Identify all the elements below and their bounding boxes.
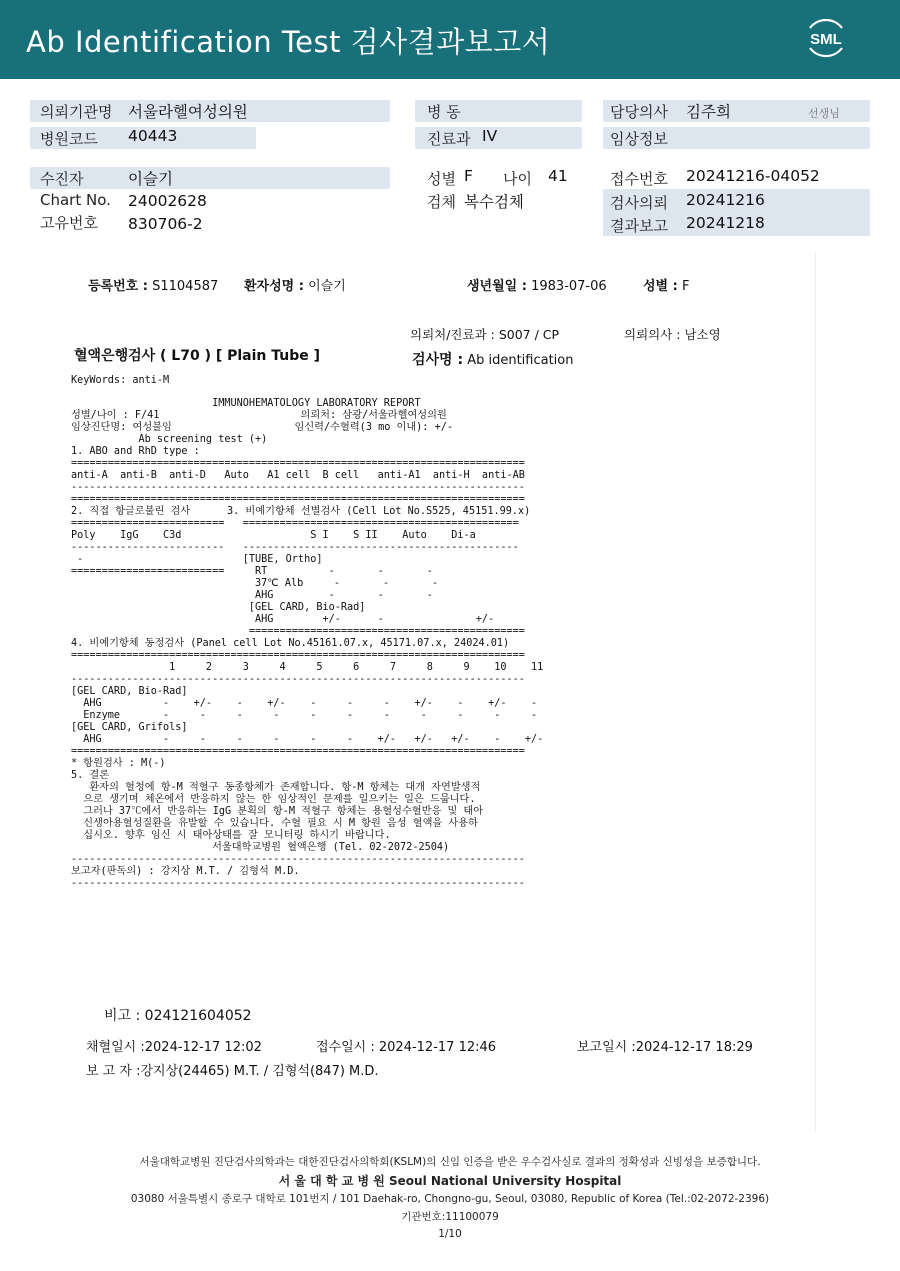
report-line: ========================================================================== [71,650,525,661]
unique-no-label: 고유번호 [40,214,98,232]
birth-value: 1983-07-06 [531,279,607,294]
dept-label: 의뢰처/진료과 : [410,327,495,342]
report-line: [GEL CARD, Bio-Rad] [71,686,188,697]
doctor-value: 김주희 [686,103,731,121]
band-patient [30,167,390,189]
reporter-label: 보 고 자 : [86,1064,141,1079]
report-line: 신생아용혈성질환을 유발할 수 있습니다. 수혈 필요 시 M 항원 음성 혈액을 사용하 [71,818,478,829]
collect-value: 2024-12-17 12:02 [144,1040,262,1055]
dept-row [410,325,559,343]
reg-no-row [88,275,218,294]
receive-value: 2024-12-17 12:46 [378,1040,497,1055]
report-sex-row [643,275,689,294]
request-date-label: 검사의뢰 [610,194,668,212]
receipt-no-label: 접수번호 [610,170,668,188]
collect-label: 채혈일시 : [86,1040,145,1055]
test-name-value: Ab identification [467,353,574,368]
receive-label: 접수일시 : [316,1040,375,1055]
patient-name-label: 환자성명 : [244,279,304,294]
report-line: - [TUBE, Ortho] [71,554,323,565]
specimen-label: 검체 [427,193,456,211]
report-line: 성별/나이 : F/41 의뢰처: 삼광/서울라헬여성의원 [71,410,447,421]
hospital-code-value: 40443 [128,127,178,145]
unique-no-value: 830706-2 [128,215,203,233]
institution-label: 의뢰기관명 [40,103,113,121]
report-date-value: 20241218 [686,214,765,232]
report-line: Ab screening test (+) [71,434,268,445]
report-line: ========================================================================== [71,746,525,757]
report-line: 으로 생기며 체온에서 반응하지 않는 한 임상적인 문제를 일으키는 일은 드뭅니다. [71,794,476,805]
institution-value: 서울라헬여성의원 [128,103,248,121]
sex-value: F [464,167,473,185]
req-doctor-row [624,325,721,343]
remark-row [104,1005,252,1025]
report-line: -------------------------------------------------------------------------- [71,854,525,865]
receipt-no-value: 20241216-04052 [686,167,820,185]
report-line: 십시오. 향후 임신 시 태아상태를 잘 모니터링 하시기 바랍니다. [71,830,391,841]
doctor-label: 담당의사 [610,103,668,121]
report-body [71,398,543,890]
report-line: ========================= RT - - - [71,566,433,577]
clinical-label: 임상정보 [610,130,668,148]
page-title: Ab Identification Test 검사결과보고서 [26,25,551,59]
remark-label: 비고 : [104,1008,141,1024]
footer-page: 1/10 [438,1228,462,1240]
report-line: Poly IgG C3d S I S II Auto Di-a [71,530,476,541]
test-name-label: 검사명 : [412,352,464,368]
report-line: 1. ABO and RhD type : [71,446,200,457]
report-line: [GEL CARD, Bio-Rad] [71,602,366,613]
report-time-value: 2024-12-17 18:29 [635,1040,753,1055]
req-doctor-value: 남소영 [684,327,721,342]
report-line: Enzyme - - - - - - - - - - - [71,710,538,721]
hospital-code-label: 병원코드 [40,130,98,148]
test-name-row [412,349,573,369]
report-line: 1 2 3 4 5 6 7 8 9 10 11 [71,662,544,673]
footer-hospital: 서 울 대 학 교 병 원 Seoul National University Hospital [278,1174,622,1188]
patient-value: 이슬기 [128,170,173,188]
report-line: 37℃ Alb - - - [71,578,439,589]
scan-edge-line [815,252,816,1132]
report-line: AHG - - - - - - +/- +/- +/- - +/- [71,734,544,745]
reporter-row [86,1060,379,1079]
reg-no-value: S1104587 [152,279,219,294]
report-line: 보고자(판독의) : 강지상 M.T. / 김형석 M.D. [71,866,300,877]
report-line: AHG - +/- - +/- - - - +/- - +/- - [71,698,538,709]
test-title: 혈액은행검사 ( L70 ) [ Plain Tube ] [74,348,321,364]
report-line: -------------------------------------------------------------------------- [71,482,525,493]
reg-no-label: 등록번호 : [88,279,148,294]
logo-text: SML [810,31,842,48]
report-line: * 항원검사 : M(-) [71,758,166,769]
patient-label: 수진자 [40,170,84,188]
footer-address: 03080 서울특별시 종로구 대학로 101번지 / 101 Daehak-ro, Chongno-gu, Seoul, 03080, Republic of Korea (Tel.:02-2072-2396) [130,1193,770,1205]
report-line: 서울대학교병원 혈액은행 (Tel. 02-2072-2504) [71,842,450,853]
report-line: 환자의 혈청에 항-M 적혈구 동종항체가 존재합니다. 항-M 항체는 대개 자연발생적 [71,782,481,793]
dept-value: S007 / CP [498,327,560,342]
sex-label: 성별 [427,170,456,188]
age-label: 나이 [503,170,532,188]
keywords: KeyWords: anti-M [71,375,170,386]
report-line: 4. 비예기항체 동정검사 (Panel cell Lot No.45161.07.x, 45171.07.x, 24024.01) [71,638,510,649]
doctor-suffix: 선생님 [808,107,840,120]
reporter-value: 강지상(24465) M.T. / 김형석(847) M.D. [140,1064,379,1079]
report-line: anti-A anti-B anti-D Auto A1 cell B cell anti-A1 anti-H anti-AB [71,470,525,481]
receive-row [316,1036,496,1055]
footer-certification: 서울대학교병원 진단검사의학과는 대한진단검사의학회(KSLM)의 신임 인증을 받은 우수검사실로 결과의 정확성과 신빙성을 보증합니다. [139,1156,761,1168]
report-line: 2. 직접 항글로불린 검사 3. 비예기항체 선별검사 (Cell Lot No.S525, 45151.99.x) [71,506,531,517]
department-label: 진료과 [427,130,471,148]
report-line: -------------------------------------------------------------------------- [71,674,525,685]
report-line: ========================================================================== [71,458,525,469]
report-line: -------------------------------------------------------------------------- [71,878,525,889]
age-value: 41 [548,167,568,185]
report-sex-label: 성별 : [643,279,678,294]
report-line: 그러나 37℃에서 반응하는 IgG 분획의 항-M 적혈구 항체는 용혈성수혈반응 및 태아 [71,806,484,817]
report-line: AHG - - - [71,590,433,601]
report-sex-value: F [681,279,690,294]
birth-label: 생년월일 : [467,279,527,294]
ward-label: 병 동 [427,103,461,121]
report-line: 임상진단명: 여성불임 임신력/수혈력(3 mo 이내): +/- [71,422,453,433]
department-value: IV [482,127,498,145]
report-line: ========================= ============================================= [71,518,519,529]
report-line: ============================================= [71,626,525,637]
request-date-value: 20241216 [686,191,765,209]
report-line: [GEL CARD, Grifols] [71,722,188,733]
specimen-value: 복수검체 [464,193,524,211]
report-line: 5. 결론 [71,770,110,781]
chart-no-label: Chart No. [40,191,111,209]
report-line: ========================================================================== [71,494,525,505]
report-line: ------------------------- --------------------------------------------- [71,542,519,553]
report-time-row [577,1036,753,1055]
footer-org-no: 기관번호:11100079 [401,1211,499,1223]
report-line: AHG +/- - +/- [71,614,495,625]
report-date-label: 결과보고 [610,217,668,235]
birth-row [467,275,607,294]
patient-name-value: 이슬기 [308,279,346,294]
remark-value: 024121604052 [144,1008,252,1024]
req-doctor-label: 의뢰의사 : [624,327,681,342]
collect-row [86,1036,262,1055]
report-time-label: 보고일시 : [577,1040,636,1055]
patient-name-row [244,275,346,294]
chart-no-value: 24002628 [128,192,207,210]
report-line: IMMUNOHEMATOLOGY LABORATORY REPORT [71,398,421,409]
sml-logo [802,14,850,62]
